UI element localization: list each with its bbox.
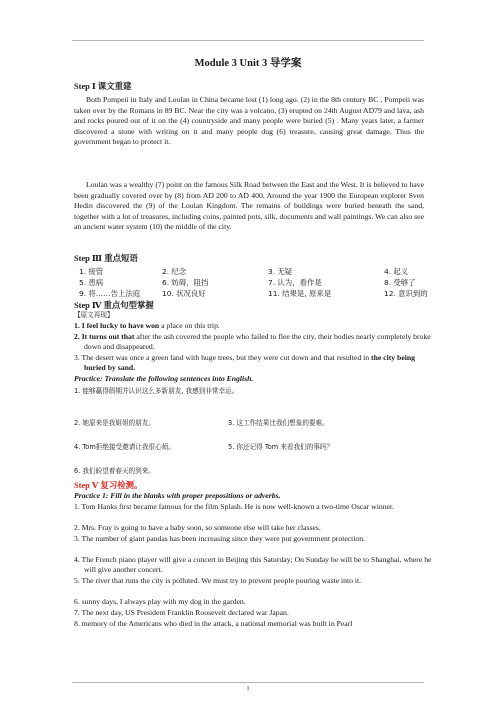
step1-heading: Step Ⅰ 课文重建 xyxy=(74,82,132,91)
footer-rule xyxy=(72,682,424,683)
phrase-item: 2. 纪念 xyxy=(162,267,187,276)
key-sentence-2-bold: 2. It turns out that xyxy=(74,332,135,341)
translate-item-6: 6. 我们盼望着春天的到来。 xyxy=(74,467,155,475)
key-sentence-3-bold: the city being buried by sand. xyxy=(84,353,416,373)
fill-item-1: 1. Tom Hanks first became famous for the film Splash. He is now well-known a two-time Oscar winner. xyxy=(74,502,394,511)
phrase-item: 9. 将……告上法庭 xyxy=(79,289,141,298)
key-sentence-1 xyxy=(74,321,426,331)
review-label: 【原文再现】 xyxy=(74,311,114,319)
translate-item-3: 3. 这工作结果比我们想象的要难。 xyxy=(228,419,329,427)
fill-item-3: 3. The number of giant pandas has been increasing since they were put government protection. xyxy=(74,534,366,543)
phrase-item: 3. 无疑 xyxy=(268,267,293,276)
practice-translate-heading: Practice: Translate the following sentences into English. xyxy=(74,374,254,383)
phrase-item: 10. 状况良好 xyxy=(162,289,206,298)
key-sentence-3-pre: 3. The desert was once a green land with huge trees, but they were cut down and that resulted in xyxy=(74,353,372,362)
header-rule xyxy=(72,40,424,41)
translate-item-2: 2. 她原来是我姐姐的朋友。 xyxy=(74,419,155,427)
key-sentence-2-rest: after the ash covered the people who failed to flee the city, their bodies nearly completely broke down and disappeared. xyxy=(84,332,431,352)
phrase-item: 5. 患病 xyxy=(79,278,104,287)
key-sentence-2 xyxy=(74,332,436,353)
key-sentence-3 xyxy=(74,353,436,374)
translate-item-5: 5. 你还记得 Tom 来看我们的事吗？ xyxy=(228,443,334,451)
translate-item-4: 4. Tom拒绝接受邀请让我很心烦。 xyxy=(74,443,175,451)
fill-item-7: 7. The next day, US President Franklin Roosevelt declared war Japan. xyxy=(74,608,289,617)
phrase-item: 1. 接管 xyxy=(79,267,104,276)
fill-item-6: 6. sunny days, I always play with my dog in the garden. xyxy=(74,597,246,606)
translate-item-1: 1. 能够赢得假期并认识这么多新朋友, 我感到非常幸运。 xyxy=(74,387,239,395)
step4-heading: Step Ⅳ 重点句型掌握 xyxy=(74,301,154,310)
fill-item-2: 2. Mrs. Fray is going to have a baby soon, so someone else will take her classes. xyxy=(74,523,321,532)
step3-heading: Step Ⅲ 重点短语 xyxy=(74,254,138,263)
phrase-item: 4. 起义 xyxy=(384,267,409,276)
fill-item-8: 8. memory of the Americans who died in the attack, a national memorial was built in Pearl xyxy=(74,619,353,628)
phrase-item: 12. 意识到的 xyxy=(384,289,428,298)
page-title: Module 3 Unit 3 导学案 xyxy=(194,58,302,69)
key-sentence-1-bold: 1. I feel lucky to have won xyxy=(74,321,160,330)
practice1-heading: Practice 1: Fill in the blanks with proper prepositions or adverbs. xyxy=(74,491,281,500)
fill-item-5: 5. The river that runs the city is polluted. We must try to prevent people pouring waste into it. xyxy=(74,576,362,585)
key-sentence-1-rest: a place on this trip. xyxy=(159,321,220,330)
step1-paragraph-1: Both Pompeii in Italy and Loulan in China became lost (1) long ago. (2) in the 8th century BC , Pompeii was taken over by the Romans in 89 BC. Near the city was a volcano, (3) erupted on 24th August AD79 and lava, ash and rocks poured out of it on the (4) countryside and many people were buried (5) . Many years later, a farmer discovered a stone with writing on it and many people dug (6) treasure, causing great damage. Thus the government began to protect it. xyxy=(74,95,424,147)
phrase-item: 6. 妨碍，阻挡 xyxy=(162,278,209,287)
step5-heading: Step Ⅴ 复习检测。 xyxy=(74,481,143,490)
phrase-item: 8. 受够了 xyxy=(384,278,416,287)
phrase-item: 7. 认为，看作是 xyxy=(268,278,322,287)
step1-paragraph-2: Loulan was a wealthy (7) point on the famous Silk Road between the East and the West. It is believed to have been gradually covered over by (8) from AD 200 to AD 400. Around the year 1900 the European explorer Sven Hedin discovered the (9) of the Loulan Kingdom. The remains of buildings were buried beneath the sand, together with a lot of treasures, including coins, painted pots, silk, documents and wall paintings. We can also see an ancient water system (10) the middle of the city. xyxy=(74,180,424,232)
page-number: 1 xyxy=(246,686,250,692)
fill-item-4: 4. The French piano player will give a concert in Beijing this Saturday; On Sunday he will be to Shanghai, where he will give another concert. xyxy=(74,555,432,575)
phrase-item: 11. 结果是, 原来是 xyxy=(268,289,332,298)
